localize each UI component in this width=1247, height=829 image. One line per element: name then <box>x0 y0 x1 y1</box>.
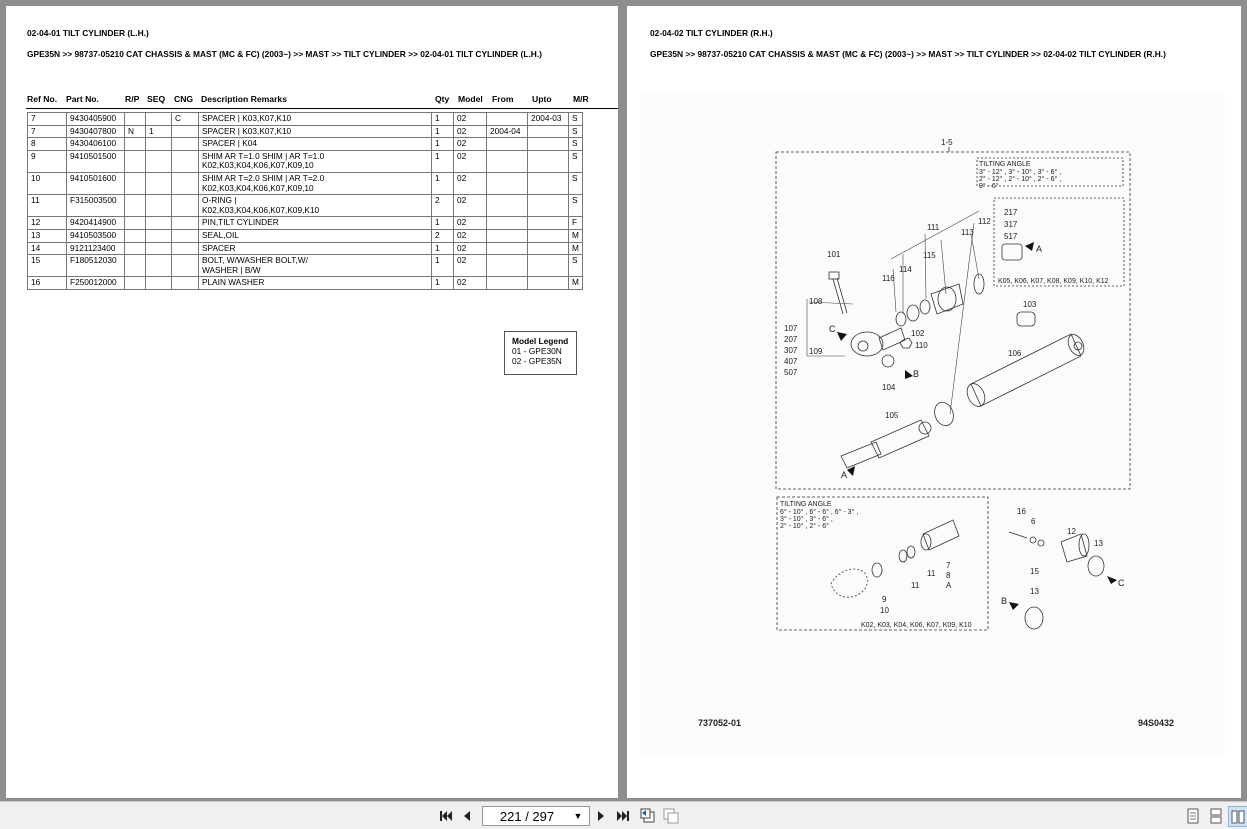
cell-from <box>487 217 528 230</box>
arrow-c2 <box>1107 576 1117 584</box>
cell-description <box>199 255 432 277</box>
left-page <box>6 6 618 798</box>
arrow-a2 <box>1025 242 1034 251</box>
cell-model: 02 <box>454 125 487 138</box>
lower-parts <box>831 520 959 597</box>
description-line: K02,K03,K04,K06,K07,K09,K10 <box>202 204 320 215</box>
cell-qty: 1 <box>432 113 454 126</box>
cell-from <box>487 150 528 172</box>
cell-mr: M <box>569 242 583 255</box>
part-103 <box>1017 312 1035 326</box>
cell-rp <box>125 172 146 194</box>
cylinder-body-106 <box>964 332 1087 409</box>
callout-label: 317 <box>1004 220 1018 229</box>
callout-label: C <box>1118 578 1125 588</box>
callout-label: 9 <box>882 595 887 604</box>
cell-from <box>487 242 528 255</box>
cell-mr: S <box>569 138 583 151</box>
reference-code: 94S0432 <box>1138 718 1175 728</box>
tilting-angle-line: 2° - 10° , 2° - 6° <box>780 523 829 530</box>
callout-label: C <box>829 324 836 334</box>
callout-label: A <box>946 581 952 590</box>
callout-label: 8 <box>946 571 951 580</box>
table-row <box>28 217 583 230</box>
cell-upto <box>528 277 569 290</box>
callout-label: 111 <box>927 223 940 232</box>
cell-ref-no: 8 <box>28 138 67 151</box>
arrow-b <box>905 370 913 379</box>
cell-part-no: F315003500 <box>67 195 125 217</box>
callout-label: 106 <box>1008 349 1022 358</box>
col-description: Description Remarks <box>201 94 287 104</box>
cell-mr: S <box>569 195 583 217</box>
callout-label: 114 <box>899 265 912 274</box>
section-title: 02-04-01 TILT CYLINDER (L.H.) <box>27 28 149 38</box>
cell-upto <box>528 242 569 255</box>
rod-eye <box>851 328 905 367</box>
cell-description <box>199 217 432 230</box>
cell-model: 02 <box>454 138 487 151</box>
cell-part-no: F250012000 <box>67 277 125 290</box>
callout-label: 105 <box>885 411 899 420</box>
cell-from <box>487 255 528 277</box>
callout-label: 13 <box>1094 539 1103 548</box>
cell-part-no: F180512030 <box>67 255 125 277</box>
table-row <box>28 125 583 138</box>
cell-seq <box>146 242 172 255</box>
table-row <box>28 195 583 217</box>
prev-view-icon[interactable] <box>639 806 657 825</box>
continuous-icon[interactable] <box>1208 806 1224 825</box>
callout-label: 108 <box>809 297 823 306</box>
table-row <box>28 172 583 194</box>
cell-seq <box>146 172 172 194</box>
cell-mr: M <box>569 229 583 242</box>
cell-mr: S <box>569 150 583 172</box>
cell-upto <box>528 138 569 151</box>
cell-qty: 2 <box>432 229 454 242</box>
cell-upto: 2004-03 <box>528 113 569 126</box>
callout-label: 112 <box>978 217 991 226</box>
cell-cng <box>172 150 199 172</box>
table-row <box>28 138 583 151</box>
cell-cng <box>172 125 199 138</box>
cell-qty: 1 <box>432 150 454 172</box>
cell-model: 02 <box>454 113 487 126</box>
cell-mr: S <box>569 172 583 194</box>
cell-model: 02 <box>454 242 487 255</box>
col-model: Model <box>458 94 483 104</box>
table-row <box>28 277 583 290</box>
cell-seq <box>146 229 172 242</box>
cell-model: 02 <box>454 217 487 230</box>
cell-from: 2004-04 <box>487 125 528 138</box>
header-divider <box>26 108 618 109</box>
callout-label: 407 <box>784 357 798 366</box>
cell-rp <box>125 195 146 217</box>
callout-label: 207 <box>784 335 798 344</box>
single-page-icon[interactable] <box>1186 806 1200 825</box>
callout-label: 115 <box>923 251 936 260</box>
cell-seq <box>146 113 172 126</box>
chevron-down-icon[interactable]: ▼ <box>573 811 583 821</box>
cell-model: 02 <box>454 195 487 217</box>
right-page <box>627 6 1241 798</box>
section-title: 02-04-02 TILT CYLINDER (R.H.) <box>650 28 773 38</box>
callout-label: 15 <box>1030 567 1039 576</box>
cell-from <box>487 277 528 290</box>
cell-from <box>487 195 528 217</box>
kit-note: K05, K06, K07, K08, K09, K10, K12 <box>998 278 1109 285</box>
table-row <box>28 242 583 255</box>
cell-model: 02 <box>454 255 487 277</box>
cell-part-no: 9420414900 <box>67 217 125 230</box>
tilting-angle-line: 9° - 6° <box>979 183 999 190</box>
callout-label: 107 <box>784 324 798 333</box>
table-row <box>28 113 583 126</box>
cell-rp <box>125 277 146 290</box>
prev-page-icon[interactable] <box>460 806 474 825</box>
cell-qty: 1 <box>432 138 454 151</box>
legend-title: Model Legend <box>512 336 569 346</box>
callout-label: 113 <box>961 228 974 237</box>
cell-cng <box>172 229 199 242</box>
cell-rp <box>125 255 146 277</box>
cell-model: 02 <box>454 172 487 194</box>
cell-ref-no: 16 <box>28 277 67 290</box>
cell-qty: 1 <box>432 172 454 194</box>
cell-seq: 1 <box>146 125 172 138</box>
callout-label: 110 <box>915 341 928 350</box>
col-upto: Upto <box>532 94 552 104</box>
callout-label: 11 <box>911 581 920 590</box>
description-line: SPACER | K03,K07,K10 <box>202 125 292 136</box>
sleeve-217 <box>1002 244 1022 260</box>
last-page-icon[interactable] <box>614 806 632 825</box>
table-row <box>28 255 583 277</box>
cell-part-no: 9430406100 <box>67 138 125 151</box>
cell-mr: F <box>569 217 583 230</box>
callout-label: 7 <box>946 561 951 570</box>
description-line: PLAIN WASHER <box>202 277 265 288</box>
cell-cng <box>172 277 199 290</box>
cell-qty: 1 <box>432 277 454 290</box>
cell-description <box>199 229 432 242</box>
cell-from <box>487 113 528 126</box>
arrow-c <box>837 332 847 341</box>
callout-label: A <box>1036 244 1043 254</box>
next-page-icon[interactable] <box>594 806 608 825</box>
cell-ref-no: 15 <box>28 255 67 277</box>
callout-label: 507 <box>784 368 798 377</box>
tilting-angle-title: TILTING ANGLE <box>780 501 832 508</box>
cell-description <box>199 138 432 151</box>
next-view-icon[interactable] <box>662 806 680 825</box>
tilting-angle-line: 6° - 10° , 6° - 6° , 6° - 3° , <box>780 509 859 516</box>
cell-upto <box>528 217 569 230</box>
cell-ref-no: 13 <box>28 229 67 242</box>
callout-label: 109 <box>809 347 823 356</box>
description-line: K02,K03,K04,K06,K07,K09,10 <box>202 182 314 193</box>
description-line: O-RING | <box>202 195 237 206</box>
cell-from <box>487 172 528 194</box>
cell-ref-no: 14 <box>28 242 67 255</box>
col-rp: R/P <box>125 94 140 104</box>
cell-rp: N <box>125 125 146 138</box>
cell-seq <box>146 150 172 172</box>
bolt-101 <box>829 272 847 314</box>
assembly-label: 1-5 <box>941 138 953 147</box>
cell-cng <box>172 255 199 277</box>
cell-upto <box>528 125 569 138</box>
cell-ref-no: 12 <box>28 217 67 230</box>
cell-rp <box>125 138 146 151</box>
breadcrumb: GPE35N >> 98737-05210 CAT CHASSIS & MAST (MC & FC) (2003~) >> MAST >> TILT CYLINDER >> 02-04-02 TILT CYLINDER (R.H.) <box>650 49 1166 59</box>
cell-cng <box>172 195 199 217</box>
cell-seq <box>146 255 172 277</box>
callout-label: 16 <box>1017 507 1026 516</box>
breadcrumb: GPE35N >> 98737-05210 CAT CHASSIS & MAST (MC & FC) (2003~) >> MAST >> TILT CYLINDER >> 02-04-01 TILT CYLINDER (L.H.) <box>27 49 542 59</box>
cell-qty: 1 <box>432 217 454 230</box>
callout-label: 116 <box>882 274 895 283</box>
cell-qty: 1 <box>432 125 454 138</box>
callout-label: A <box>841 470 848 480</box>
viewer-toolbar <box>0 801 1247 829</box>
cell-ref-no: 7 <box>28 113 67 126</box>
col-seq: SEQ <box>147 94 166 104</box>
cell-model: 02 <box>454 229 487 242</box>
cell-seq <box>146 138 172 151</box>
cell-rp <box>125 217 146 230</box>
cell-part-no: 9430405900 <box>67 113 125 126</box>
tilting-angle-line: 3° - 10° , 3° - 6° , <box>780 516 833 523</box>
callout-label: 517 <box>1004 232 1018 241</box>
tilting-angle-line: 2° - 12° , 2° - 10° , 2° - 6° , <box>979 176 1062 183</box>
cell-description <box>199 242 432 255</box>
callout-label: B <box>1001 596 1008 606</box>
table-row <box>28 229 583 242</box>
col-from: From <box>492 94 514 104</box>
cell-rp <box>125 229 146 242</box>
cell-description <box>199 172 432 194</box>
cell-upto <box>528 255 569 277</box>
pin-assembly <box>1009 532 1104 629</box>
description-line: SPACER <box>202 242 236 253</box>
cell-part-no: 9410503500 <box>67 229 125 242</box>
page-selector[interactable] <box>482 806 590 826</box>
col-mr: M/R <box>573 94 589 104</box>
col-qty: Qty <box>435 94 450 104</box>
cell-upto <box>528 195 569 217</box>
rod-105 <box>841 420 931 468</box>
callout-label: 11 <box>927 569 936 578</box>
callout-label: 307 <box>784 346 798 355</box>
cell-model: 02 <box>454 150 487 172</box>
callout-label: B <box>913 369 920 379</box>
description-line: SHIM AR T=2.0 SHIM | AR T=2.0 <box>202 172 325 183</box>
upper-assembly-box <box>776 152 1130 489</box>
cell-part-no: 9410501600 <box>67 172 125 194</box>
cell-rp <box>125 113 146 126</box>
cell-ref-no: 10 <box>28 172 67 194</box>
description-line: SPACER | K04 <box>202 138 258 149</box>
cell-ref-no: 9 <box>28 150 67 172</box>
cell-seq <box>146 195 172 217</box>
cell-model: 02 <box>454 277 487 290</box>
callout-label: 102 <box>911 329 925 338</box>
callout-label: 217 <box>1004 208 1018 217</box>
cell-from <box>487 229 528 242</box>
page-number[interactable]: 221 / 297 <box>499 808 555 824</box>
gland-parts <box>896 274 984 326</box>
nut-102 <box>900 338 912 348</box>
cell-qty: 1 <box>432 242 454 255</box>
callout-label: 6 <box>1031 517 1036 526</box>
cell-from <box>487 138 528 151</box>
parts-table <box>27 112 583 290</box>
cell-part-no: 9121123400 <box>67 242 125 255</box>
cell-seq <box>146 277 172 290</box>
cell-mr: S <box>569 255 583 277</box>
table-row <box>28 150 583 172</box>
cell-part-no: 9410501500 <box>67 150 125 172</box>
cell-cng <box>172 138 199 151</box>
legend-item: 02 - GPE35N <box>512 356 562 366</box>
callout-label: 12 <box>1067 527 1076 536</box>
cell-rp <box>125 150 146 172</box>
cell-cng <box>172 217 199 230</box>
cell-qty: 2 <box>432 195 454 217</box>
description-line: BOLT, W/WASHER BOLT,W/ <box>202 255 308 266</box>
description-line: SHIM AR T=1.0 SHIM | AR T=1.0 <box>202 150 325 161</box>
cell-cng: C <box>172 113 199 126</box>
parts-diagram <box>641 94 1225 754</box>
cell-description <box>199 125 432 138</box>
cell-ref-no: 11 <box>28 195 67 217</box>
callout-label: 104 <box>882 383 896 392</box>
cell-qty: 1 <box>432 255 454 277</box>
legend-item: 01 - GPE30N <box>512 346 562 356</box>
description-line: SEAL,OIL <box>202 229 239 240</box>
cell-description <box>199 195 432 217</box>
drawing-number: 737052-01 <box>698 718 742 728</box>
callout-label: 13 <box>1030 587 1039 596</box>
description-line: K02,K03,K04,K06,K07,K09,10 <box>202 160 314 171</box>
arrow-b2 <box>1009 602 1019 610</box>
description-line: PIN,TILT CYLINDER <box>202 217 279 228</box>
description-line: SPACER | K03,K07,K10 <box>202 113 292 123</box>
cell-cng <box>172 242 199 255</box>
col-ref-no: Ref No. <box>27 94 58 104</box>
cell-description <box>199 113 432 126</box>
cell-rp <box>125 242 146 255</box>
description-line: WASHER | B/W <box>202 264 261 275</box>
kit-note: K02, K03, K04, K06, K07, K09, K10 <box>861 622 972 629</box>
cell-upto <box>528 229 569 242</box>
tilting-angle-title: TILTING ANGLE <box>979 161 1031 168</box>
cell-mr: M <box>569 277 583 290</box>
callout-label: 103 <box>1023 300 1037 309</box>
callout-label: 101 <box>827 250 841 259</box>
cell-mr: S <box>569 113 583 126</box>
cell-mr: S <box>569 125 583 138</box>
cell-ref-no: 7 <box>28 125 67 138</box>
cell-seq <box>146 217 172 230</box>
first-page-icon[interactable] <box>437 806 455 825</box>
callout-label: 10 <box>880 606 889 615</box>
cell-description <box>199 150 432 172</box>
cell-cng <box>172 172 199 194</box>
model-legend <box>504 331 577 375</box>
cell-part-no: 9430407800 <box>67 125 125 138</box>
col-part-no: Part No. <box>66 94 99 104</box>
tilting-angle-line: 3° - 12° , 3° - 10° , 3° - 6° , <box>979 169 1062 176</box>
col-cng: CNG <box>174 94 194 104</box>
cell-upto <box>528 150 569 172</box>
cell-description <box>199 277 432 290</box>
cell-upto <box>528 172 569 194</box>
two-page-icon[interactable] <box>1228 806 1247 827</box>
